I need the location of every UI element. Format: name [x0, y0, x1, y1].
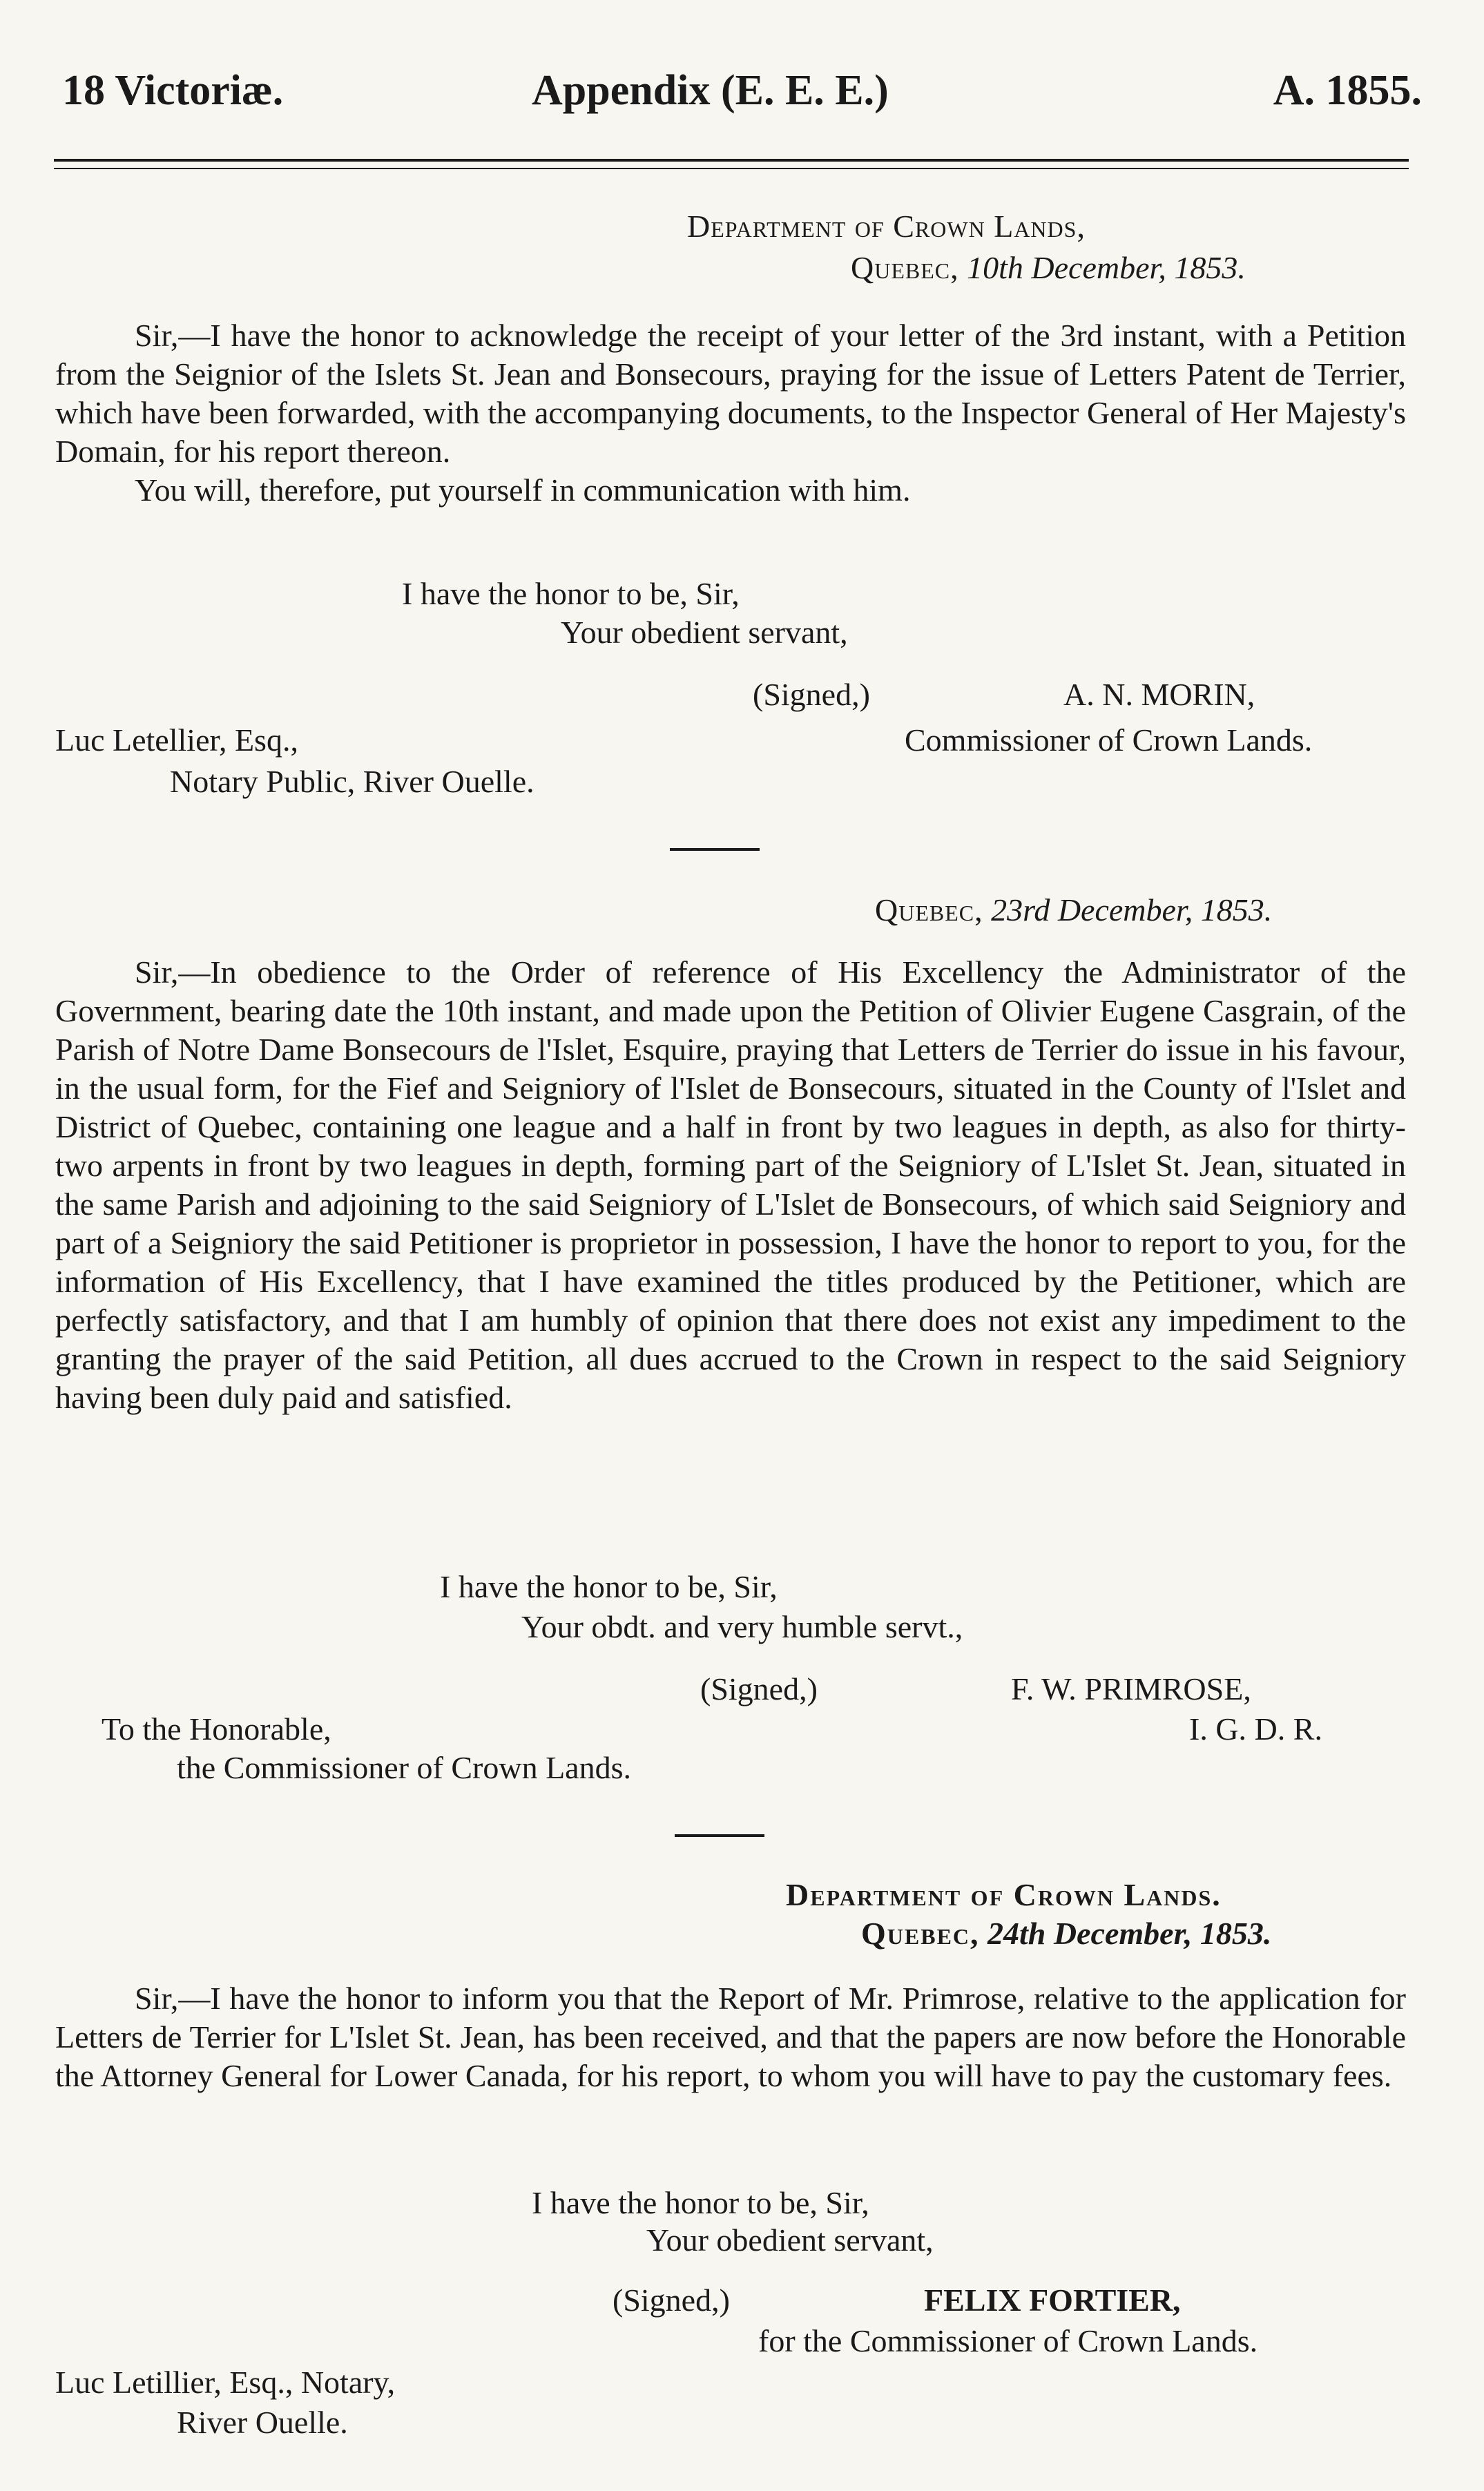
- letter-separator-1: [670, 848, 760, 851]
- header-appendix: Appendix (E. E. E.): [532, 67, 889, 114]
- header-rule-thick: [54, 159, 1409, 162]
- letter3-addressee-1: Luc Letillier, Esq., Notary,: [55, 2365, 396, 2400]
- letter3-department: Department of Crown Lands.: [786, 1877, 1222, 1912]
- letter2-closing-1: I have the honor to be, Sir,: [440, 1569, 778, 1604]
- letter2-closing-2: Your obdt. and very humble servt.,: [521, 1609, 963, 1644]
- letter1-addressee-2: Notary Public, River Ouelle.: [170, 764, 534, 799]
- letter1-date: 10th December, 1853.: [967, 250, 1246, 285]
- letter1-place: Quebec,: [851, 250, 959, 285]
- letter2-signatory: F. W. PRIMROSE,: [1011, 1671, 1251, 1706]
- letter-separator-2: [675, 1834, 764, 1837]
- letter1-paragraph-2: You will, therefore, put yourself in communication with him.: [135, 472, 911, 508]
- letter3-signatory: FELIX FORTIER,: [924, 2282, 1181, 2318]
- letter3-addressee-2: River Ouelle.: [177, 2405, 348, 2440]
- letter2-addressee-1: To the Honorable,: [102, 1711, 331, 1747]
- header-year: A. 1855.: [1273, 67, 1422, 114]
- letter1-closing-1: I have the honor to be, Sir,: [402, 576, 740, 611]
- letter3-dateline: [861, 1914, 1271, 1953]
- letter3-date: 24th December, 1853.: [987, 1916, 1272, 1951]
- header-rule-thin: [54, 168, 1409, 169]
- letter1-signatory-title: Commissioner of Crown Lands.: [905, 722, 1313, 758]
- letter3-closing-1: I have the honor to be, Sir,: [532, 2185, 869, 2220]
- letter1-closing-2: Your obedient servant,: [561, 615, 848, 650]
- letter1-body: [55, 316, 1406, 510]
- letter1-signed: (Signed,): [753, 677, 870, 712]
- letter1-dateline: [851, 249, 1246, 287]
- letter1-paragraph-1: Sir,—I have the honor to acknowledge the receipt of your letter of the 3rd instant, with a Petition from the Seignior of the Islets St. Jean and Bonsecours, praying for the issue of Letters Patent de Terrier, which have been forwarded, with the accompanying documents, to the Inspector General of Her Majesty's Domain, for his report thereon.: [55, 318, 1406, 469]
- letter1-department: Department of Crown Lands,: [687, 209, 1086, 244]
- letter3-signed: (Signed,): [613, 2282, 730, 2318]
- letter3-closing-2: Your obedient servant,: [646, 2222, 934, 2258]
- letter2-signatory-title: I. G. D. R.: [1189, 1711, 1322, 1747]
- letter1-signatory: A. N. MORIN,: [1063, 677, 1255, 712]
- letter2-addressee-2: the Commissioner of Crown Lands.: [177, 1750, 631, 1785]
- letter3-paragraph: Sir,—I have the honor to inform you that the Report of Mr. Primrose, relative to the application for Letters de Terrier for L'Islet St. Jean, has been received, and that the papers are now before the Honorable the Attorney General for Lower Canada, for his report, to whom you will have to pay the customary fees.: [55, 1981, 1406, 2093]
- header-session: 18 Victoriæ.: [62, 67, 284, 114]
- letter2-date: 23rd December, 1853.: [991, 892, 1273, 927]
- letter3-signatory-title: for the Commissioner of Crown Lands.: [758, 2323, 1258, 2358]
- letter3-place: Quebec,: [861, 1916, 980, 1951]
- letter2-dateline: [875, 891, 1272, 930]
- letter2-place: Quebec,: [875, 892, 983, 927]
- page-header: [55, 66, 1429, 122]
- letter1-addressee-1: Luc Letellier, Esq.,: [55, 722, 298, 758]
- letter2-paragraph: Sir,—In obedience to the Order of reference of His Excellency the Administrator of the Government, bearing date the 10th instant, and made upon the Petition of Olivier Eugene Casgrain, of the Parish of Notre Dame Bonsecours de l'Islet, Esquire, praying that Letters de Terrier do issue in his favour, in the usual form, for the Fief and Seigniory of l'Islet de Bonsecours, situated in the County of l'Islet and District of Quebec, containing one league and a half in front by two leagues in depth, as also for thirty-two arpents in front by two leagues in depth, forming part of the Seigniory of L'Islet St. Jean, situated in the same Parish and adjoining to the said Seigniory of L'Islet de Bonsecours, of which said Seigniory and part of a Seigniory the said Petitioner is proprietor in possession, I have the honor to report to you, for the information of His Excellency, that I have examined the titles produced by the Petitioner, which are perfectly satisfactory, and that I am humbly of opinion that there does not exist any impediment to the granting the prayer of the said Petition, all dues accrued to the Crown in respect to the said Seigniory having been duly paid and satisfied.: [55, 954, 1406, 1415]
- letter2-signed: (Signed,): [700, 1671, 818, 1706]
- letter2-body: [55, 953, 1406, 1417]
- letter3-body: [55, 1979, 1406, 2095]
